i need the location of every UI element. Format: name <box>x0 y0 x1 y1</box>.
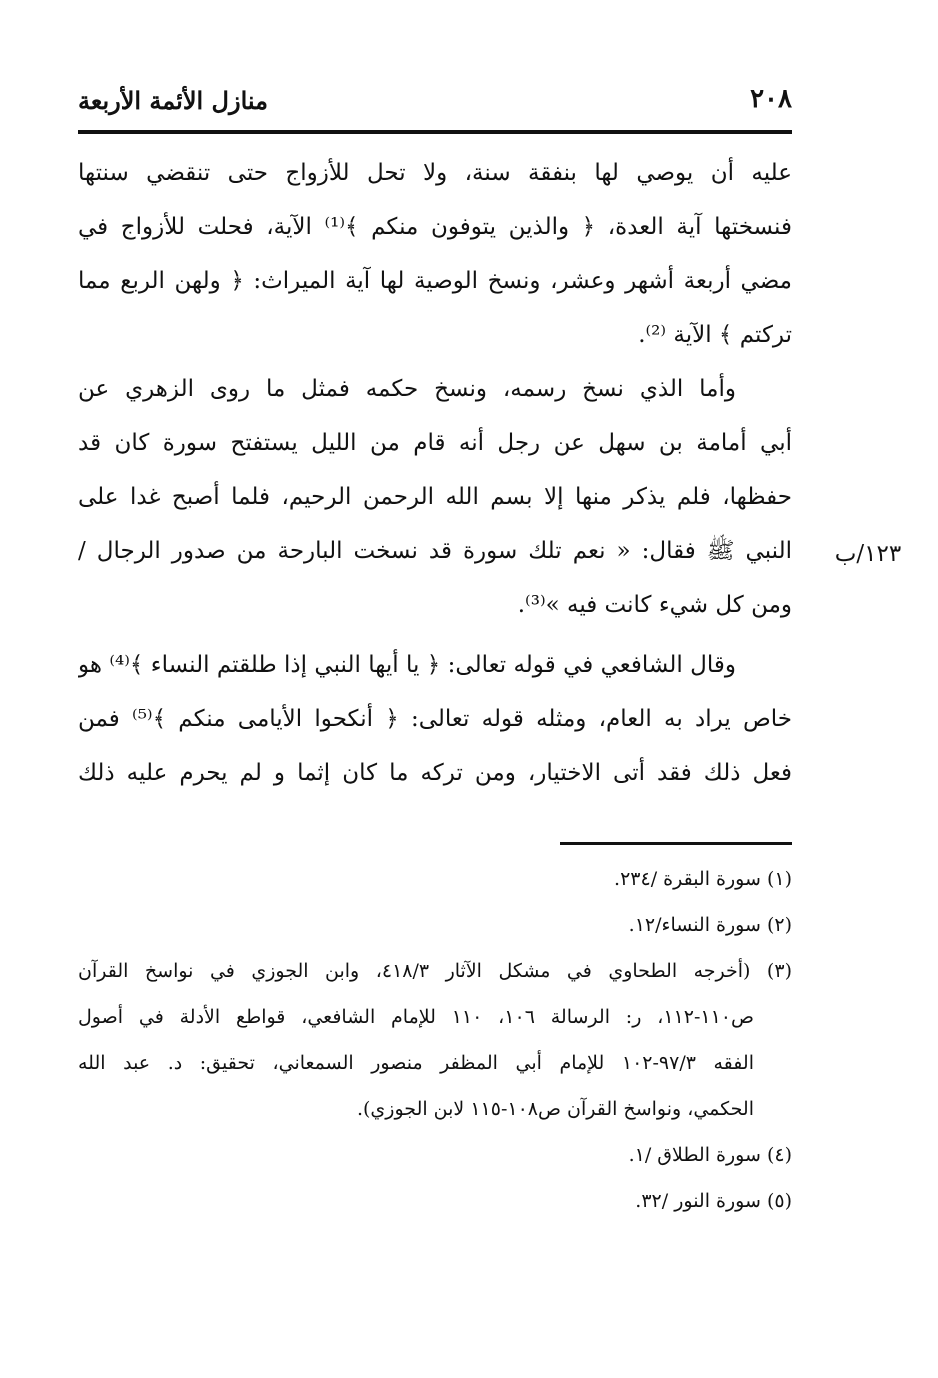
page-header <box>78 78 792 128</box>
body-line: خاص يراد به العام، ومثله قوله تعالى: ﴿ أنكحوا الأيامى منكم ﴾⁽⁵⁾ فمن <box>78 706 792 732</box>
footnote-line: ص١١٠-١١٢، ر: الرسالة ١٠٦، ١١٠ للإمام الشافعي، قواطع الأدلة في أصول <box>78 1006 754 1028</box>
body-line: أبي أمامة بن سهل عن رجل أنه قام من الليل يستفتح سورة كان قد <box>78 430 792 456</box>
main-text <box>78 146 792 800</box>
footnote-rule <box>560 842 792 845</box>
footnote-line: الفقه ٩٧/٣-١٠٢ للإمام أبي المظفر منصور السمعاني، تحقيق: د. عبد الله <box>78 1052 754 1074</box>
running-title: منازل الأئمة الأربعة <box>78 86 268 115</box>
page-number: ٢٠٨ <box>750 84 792 114</box>
body-line: مضي أربعة أشهر وعشر، ونسخ الوصية لها آية الميراث: ﴿ ولهن الربع مما <box>78 268 792 294</box>
header-rule <box>78 130 792 134</box>
footnote-line: الحكمي، ونواسخ القرآن ص١٠٨-١١٥ لابن الجوزي). <box>356 1098 754 1120</box>
footnote-line: (٤) سورة الطلاق /١. <box>628 1144 792 1166</box>
body-line: فعل ذلك فقد أتى الاختيار، ومن تركه ما كان إثما و لم يحرم عليه ذلك <box>78 760 792 786</box>
body-line: وقال الشافعي في قوله تعالى: ﴿ يا أيها النبي إذا طلقتم النساء ﴾⁽⁴⁾ هو <box>78 652 736 678</box>
footnote-line: (٢) سورة النساء/١٢. <box>628 914 792 936</box>
body-line: فنسختها آية العدة، ﴿ والذين يتوفون منكم ﴾⁽¹⁾ الآية، فحلت للأزواج في <box>78 214 792 240</box>
body-line: ومن كل شيء كانت فيه »⁽³⁾. <box>517 592 792 618</box>
footnotes <box>78 856 792 1224</box>
footnote-line: (١) سورة البقرة /٢٣٤. <box>614 868 792 890</box>
body-line: عليه أن يوصي لها بنفقة سنة، ولا تحل للأزواج حتى تنقضي سنتها <box>78 160 792 186</box>
footnote-line: (٣) (أخرجه الطحاوي في مشكل الآثار ٤١٨/٣، وابن الجوزي في نواسخ القرآن <box>78 960 792 982</box>
body-line: وأما الذي نسخ رسمه، ونسخ حكمه فمثل ما روى الزهري عن <box>78 376 736 402</box>
manuscript-folio-note: ١٢٣/ب <box>834 541 902 567</box>
body-line: حفظها، فلم يذكر منها إلا بسم الله الرحمن الرحيم، فلما أصبح غدا على <box>78 484 792 510</box>
footnote-line: (٥) سورة النور /٣٢. <box>635 1190 792 1212</box>
body-line: النبي ﷺ فقال: « نعم تلك سورة قد نسخت البارحة من صدور الرجال / <box>78 538 792 564</box>
body-line: تركتم ﴾ الآية ⁽²⁾. <box>638 322 792 348</box>
